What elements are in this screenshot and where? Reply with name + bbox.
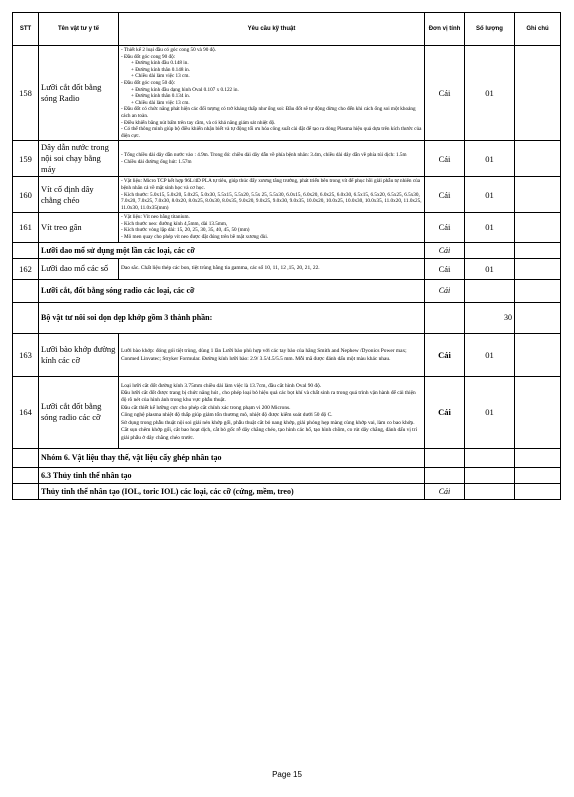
req-line: - Đầu đốt có chức năng phát hiện các đối tượng có trở kháng thấp như ống soi: Đầu đốt sẽ tự động dừng cho đến khi cách ống soi một khoảng cách an toàn. xyxy=(121,106,416,119)
group-row-6-3 xyxy=(13,467,561,483)
row-stt: 163 xyxy=(13,333,39,376)
group-unit xyxy=(425,467,465,483)
group-stt xyxy=(13,302,39,333)
header-note: Ghi chú xyxy=(515,13,561,46)
req-line: - Kích thước: 5.0x15, 5.0x20, 5.0x25, 5.0x30, 5.5x15, 5.5x20, 5.5x 25, 5.5x30, 6.0x15, 6.0x20, 6.0x25, 6.0x30, 6.5x15, 6.5x20, 6.5x25, 6.5x30, 7.0x20, 7.0x25, 7.0x30, 8.0x20, 8.0x25, 8.0x30, 8.0x35, 9.0x20, 9.0x25, 9.0x30, 9.0x35, 10.0x20, 10.0x25, 10.0x30, 10.0x35, 11.0x20, 11.0x25, 11.0x30, 11.0x35(mm) xyxy=(121,191,422,211)
row-note xyxy=(515,376,561,448)
group-note xyxy=(515,302,561,333)
row-name: Vít treo gân xyxy=(39,213,119,242)
group-unit: Cái xyxy=(425,279,465,302)
row-stt: 162 xyxy=(13,258,39,279)
row-unit: Cái xyxy=(425,141,465,177)
row-stt: 161 xyxy=(13,213,39,242)
row-name: Lưỡi bào khớp đường kính các cỡ xyxy=(39,333,119,376)
row-unit: Cái xyxy=(425,213,465,242)
group-note xyxy=(515,448,561,467)
group-stt xyxy=(13,448,39,467)
table-row xyxy=(13,141,561,177)
group-qty xyxy=(465,279,515,302)
row-unit: Cái xyxy=(425,46,465,141)
table-row xyxy=(13,376,561,448)
row-requirements xyxy=(119,376,425,448)
group-row-kit xyxy=(13,302,561,333)
group-note xyxy=(515,483,561,499)
req-line: - Điều khiển bằng nút bấm trên tay cầm, và có khả năng giám sát nhiệt độ. xyxy=(121,119,276,126)
group-row-scalpel xyxy=(13,242,561,258)
header-quantity: Số lượng xyxy=(465,13,515,46)
row-quantity: 01 xyxy=(465,258,515,279)
req-line: Sử dụng trong phẫu thuật nội soi giải nén khớp gối, phẫu thuật cắt bỏ nang khớp, giải phóng hẹp màng cùng khớp vai, làm co bao khớp. xyxy=(121,419,415,426)
req-line: - Có thể thông minh giúp bộ điều khiển nhận biết và tự động tối ưu hóa công suất cài đặt để tạo ra dòng Plasma hiệu quả dựa trên kích thước của điện cực. xyxy=(121,126,422,139)
group-title: Lưỡi cắt, đốt bằng sóng radio các loại, các cỡ xyxy=(39,279,425,302)
group-unit xyxy=(425,302,465,333)
header-name: Tên vật tư y tế xyxy=(39,13,119,46)
group-qty: 30 xyxy=(465,302,515,333)
group-unit: Cái xyxy=(425,242,465,258)
req-line: - Chiều dài đường ống hút: 1.57m xyxy=(121,158,192,165)
req-line: Công nghệ plasma nhiệt độ thấp giúp giảm tổn thương mô, nhiệt độ được kiểm soát dưới 50 độ C. xyxy=(121,412,333,419)
header-row xyxy=(13,13,561,46)
row-stt: 164 xyxy=(13,376,39,448)
technical-spec-table xyxy=(12,12,561,500)
group-note xyxy=(515,467,561,483)
row-unit: Cái xyxy=(425,333,465,376)
row-quantity: 01 xyxy=(465,177,515,213)
req-line: - Vật liệu: Vít neo bằng titanium. xyxy=(121,214,190,221)
row-note xyxy=(515,46,561,141)
req-line: - Mô men quay cho phép vít neo được đặt đúng trên bề mặt xương đùi. xyxy=(121,234,269,241)
req-line: - Kích thước neo: đường kính 4,5mm, dài 13.5mm, xyxy=(121,220,228,227)
group-note xyxy=(515,242,561,258)
group-unit xyxy=(425,448,465,467)
row-stt: 159 xyxy=(13,141,39,177)
row-requirements xyxy=(119,46,425,141)
header-requirements: Yêu cầu kỹ thuật xyxy=(119,13,425,46)
row-name: Lưỡi dao mổ các số xyxy=(39,258,119,279)
row-quantity: 01 xyxy=(465,46,515,141)
row-requirements: Lưỡi bào khớp: đóng gói tiệt trùng, dùng 1 lần Lưỡi bào phù hợp với các tay bào của hãng Smith and Nephew /Dyonics Power max; Conmed Linvatec; Stryker Formular. Đường kính lưỡi bào: 2.9/ 3.5/4.5/5.5 mm. Mỗi mã được đánh dấu một màu khác nhau. xyxy=(119,333,425,376)
row-stt: 160 xyxy=(13,177,39,213)
row-quantity: 01 xyxy=(465,333,515,376)
header-stt: STT xyxy=(13,13,39,46)
row-note xyxy=(515,333,561,376)
table-row xyxy=(13,213,561,242)
group-title: Nhóm 6. Vật liệu thay thế, vật liệu cấy ghép nhân tạo xyxy=(39,448,425,467)
row-requirements xyxy=(119,141,425,177)
req-line: + Đường kính thân 0.148 in. xyxy=(131,66,191,73)
req-line: + Chiều dài làm việc 13 cm. xyxy=(131,99,190,106)
row-quantity: 01 xyxy=(465,376,515,448)
req-line: Cắt sụn chêm khớp gối, cắt bao hoạt dịch, cắt bỏ gốc rễ dây chằng chéo, tạo hình các hố, tạo hình chồm, co rút dây chằng, đánh dấu vị trí giải phẫu ở dây chằng chéo trước. xyxy=(121,427,417,441)
table-row xyxy=(13,333,561,376)
table-row xyxy=(13,258,561,279)
req-line: + Đường kính thân 0.134 in. xyxy=(131,93,191,100)
group-note xyxy=(515,279,561,302)
group-row-iol xyxy=(13,483,561,499)
group-qty xyxy=(465,242,515,258)
row-unit: Cái xyxy=(425,177,465,213)
row-requirements xyxy=(119,177,425,213)
req-line: - Tổng chiều dài dây dẫn nước vào : 4.9m. Trong đó: chiều dài dây dẫn về phía bệnh nhân: 3.4m, chiều dài dây dẫn về phía túi dịch: 1.5m xyxy=(121,152,407,159)
req-line: Đầu lưỡi cắt đốt được trang bị chức năng hút , cho phép loại bỏ hiệu quả các bọt khí và chất sinh ra trong quá trình vận hành để cải thiện độ rõ nét của hình ảnh trong khu vực phẫu thuật. xyxy=(121,390,416,404)
group-qty xyxy=(465,467,515,483)
table-row xyxy=(13,46,561,141)
group-qty xyxy=(465,483,515,499)
row-name: Lưỡi cắt đốt bằng sóng radio các cỡ xyxy=(39,376,119,448)
req-line: + Đường kính đầu 0.148 in. xyxy=(131,60,189,67)
row-unit: Cái xyxy=(425,258,465,279)
req-line: - Đầu đốt góc cong 90 độ: xyxy=(121,53,176,60)
group-title: Lưỡi dao mổ sử dụng một lần các loại, các cỡ xyxy=(39,242,425,258)
row-name: Lưỡi cắt đốt bằng sóng Radio xyxy=(39,46,119,141)
req-line: Đầu cắt thiết kế lưỡng cực cho phép cắt chính xác trong phạm vi 200 Microns. xyxy=(121,404,291,411)
row-quantity: 01 xyxy=(465,141,515,177)
req-line: Loại lưỡi cắt đốt đường kính 3.75mm chiều dài làm việc là 13.7cm, đầu cắt hình Oval 90 độ. xyxy=(121,382,322,389)
group-row-section6 xyxy=(13,448,561,467)
req-line: - Thiết kế 2 loại đầu có góc cong 50 và 90 độ. xyxy=(121,47,217,53)
req-line: - Kích thước vòng lặp dài: 15, 20, 25, 30, 35, 40, 45, 50 (mm) xyxy=(121,227,250,234)
group-stt xyxy=(13,483,39,499)
row-name: Dây dẫn nước trong nội soi chạy bằng máy xyxy=(39,141,119,177)
group-unit: Cái xyxy=(425,483,465,499)
req-line: - Vật liệu: Micro TCP kết hợp 96L/4D PLA tự tiêu, giúp thúc đẩy xương tăng trưởng, phát triển bên trong vít để phục hồi giải phẫu tự nhiên của bệnh nhân cả về mặt sinh học và cơ học. xyxy=(121,178,421,191)
req-line: + Đường kính đầu dạng hình Oval 0.107 x 0.122 in. xyxy=(131,86,239,93)
page-number: Page 15 xyxy=(272,770,302,779)
group-title: Thủy tinh thể nhân tạo (IOL, toric IOL) các loại, các cỡ (cứng, mềm, treo) xyxy=(39,483,425,499)
req-line: - Đầu đốt góc cong 50 độ: xyxy=(121,79,176,86)
row-name: Vít cố định dây chằng chéo xyxy=(39,177,119,213)
header-unit: Đơn vị tính xyxy=(425,13,465,46)
row-note xyxy=(515,258,561,279)
group-stt xyxy=(13,242,39,258)
group-title: Bộ vật tư nôi soi dọn dẹp khớp gồm 3 thành phần: xyxy=(39,302,425,333)
group-stt xyxy=(13,467,39,483)
group-row-radio xyxy=(13,279,561,302)
row-note xyxy=(515,213,561,242)
req-line: + Chiều dài làm việc 13 cm. xyxy=(131,73,190,80)
row-unit: Cái xyxy=(425,376,465,448)
group-stt xyxy=(13,279,39,302)
row-requirements: Dao sắc. Chất liệu thép các bon, tiệt trùng bằng tia gamma, các số 10, 11, 12 ,15, 20, 21, 22. xyxy=(119,258,425,279)
row-note xyxy=(515,177,561,213)
row-note xyxy=(515,141,561,177)
group-title: 6.3 Thủy tinh thể nhân tạo xyxy=(39,467,425,483)
row-requirements xyxy=(119,213,425,242)
row-stt: 158 xyxy=(13,46,39,141)
group-qty xyxy=(465,448,515,467)
row-quantity: 01 xyxy=(465,213,515,242)
table-row xyxy=(13,177,561,213)
